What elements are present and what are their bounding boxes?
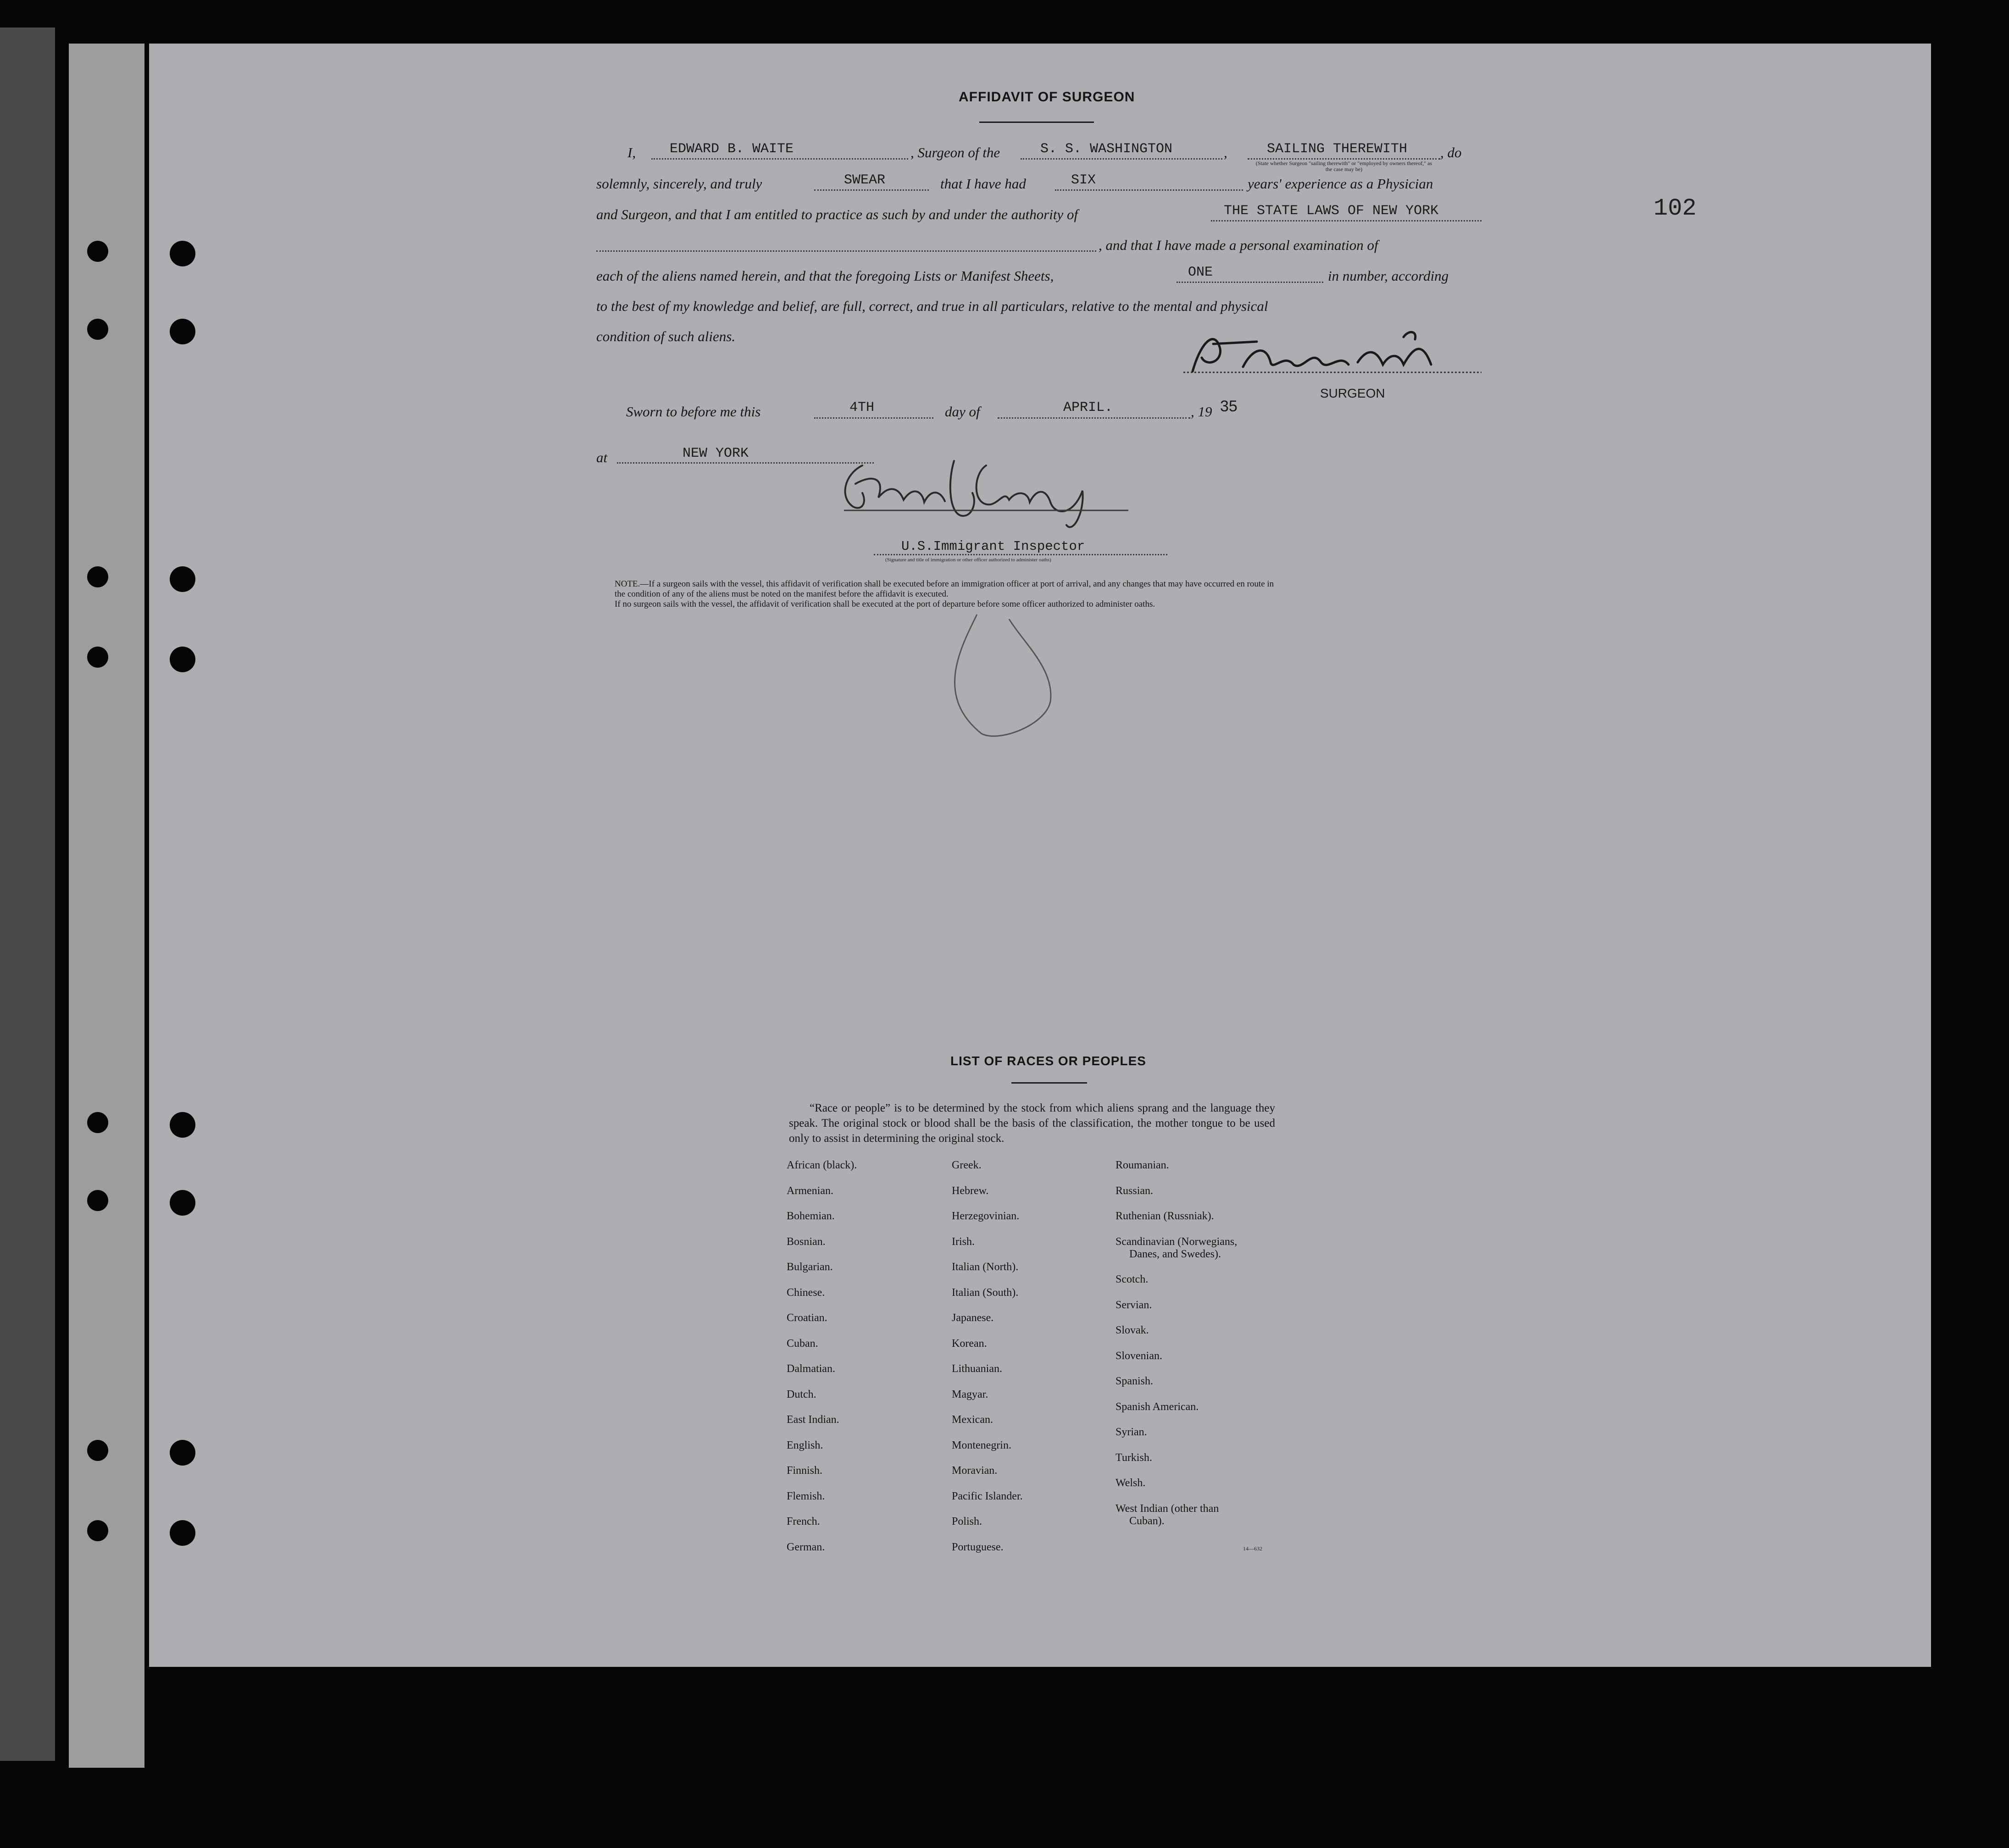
race-entry: Magyar. <box>952 1389 988 1400</box>
race-entry: Welsh. <box>1115 1477 1146 1489</box>
race-entry: Portuguese. <box>952 1541 1004 1553</box>
inspector-title: U.S.Immigrant Inspector <box>901 539 1085 554</box>
race-entry: English. <box>787 1439 823 1451</box>
punch-hole <box>170 241 195 266</box>
inspector-signature <box>835 447 1133 539</box>
line4-text: , and that I have made a personal examination of <box>1099 237 1378 253</box>
punch-hole <box>170 1112 195 1138</box>
line1-comma: , <box>1224 144 1227 160</box>
sheet-count-line <box>1177 282 1323 283</box>
race-entry: Bosnian. <box>787 1236 826 1248</box>
race-entry: West Indian (other than <box>1115 1503 1219 1515</box>
sworn-year-prefix: , 19 <box>1191 404 1212 420</box>
race-entry: Dutch. <box>787 1389 816 1400</box>
race-entry: East Indian. <box>787 1414 839 1426</box>
authority-line <box>1211 220 1482 221</box>
race-entry: Greek. <box>952 1159 982 1171</box>
race-entry: Armenian. <box>787 1185 833 1197</box>
surgeon-signature <box>1174 321 1486 385</box>
race-entry: Flemish. <box>787 1490 825 1502</box>
race-entry: Italian (North). <box>952 1261 1019 1273</box>
race-entry: Bohemian. <box>787 1210 835 1222</box>
oath-type: SWEAR <box>844 172 886 188</box>
race-entry: Mexican. <box>952 1414 993 1426</box>
punch-hole <box>87 1190 108 1211</box>
line6-text: to the best of my knowledge and belief, are full, correct, and true in all particulars, relative to the mental and physical <box>596 298 1268 314</box>
line1-prefix: I, <box>627 144 636 160</box>
title-rule <box>979 122 1094 123</box>
races-title: LIST OF RACES OR PEOPLES <box>950 1054 1146 1068</box>
status-line <box>1248 158 1440 160</box>
punch-hole <box>87 241 108 262</box>
punch-hole <box>170 1520 195 1546</box>
race-entry: Irish. <box>952 1236 975 1248</box>
sworn-month: APRIL. <box>1063 400 1113 415</box>
binding-edge-outer <box>0 28 55 1761</box>
punch-hole <box>87 319 108 340</box>
pencil-mark <box>927 614 1064 752</box>
inspector-line <box>874 554 1167 555</box>
punch-hole <box>170 319 195 344</box>
sworn-prefix: Sworn to before me this <box>626 404 761 420</box>
status-hint: (State whether Surgeon "sailing therewith" or "employed by owners thereof," as the case may be) <box>1255 160 1432 172</box>
punch-hole <box>170 566 195 592</box>
punch-hole <box>87 1520 108 1541</box>
race-entry: Servian. <box>1115 1299 1152 1311</box>
sheet-count: ONE <box>1188 265 1213 280</box>
race-entry: Hebrew. <box>952 1185 989 1197</box>
race-entry: Chinese. <box>787 1287 825 1299</box>
at-place: NEW YORK <box>683 446 749 461</box>
race-entry: Bulgarian. <box>787 1261 833 1273</box>
sworn-day-of: day of <box>945 404 980 420</box>
line1-surgeon-of: , Surgeon of the <box>910 144 1000 160</box>
race-entry: Croatian. <box>787 1312 827 1324</box>
race-entry: Cuban). <box>1129 1515 1165 1527</box>
sworn-year: 35 <box>1220 398 1238 415</box>
line7-text: condition of such aliens. <box>596 328 736 344</box>
race-entry: Danes, and Swedes). <box>1129 1248 1221 1260</box>
race-entry: Herzegovinian. <box>952 1210 1020 1222</box>
surgeon-name-line <box>651 158 908 160</box>
race-entry: Finnish. <box>787 1465 823 1477</box>
race-entry: French. <box>787 1516 820 1527</box>
note-line-2: the condition of any of the aliens must be noted on the manifest before the affidavit is executed. <box>615 589 949 599</box>
race-entry: Montenegrin. <box>952 1439 1011 1451</box>
race-entry: Polish. <box>952 1516 982 1527</box>
surgeon-status: SAILING THEREWITH <box>1267 141 1408 157</box>
at-prefix: at <box>596 449 608 465</box>
punch-hole <box>170 647 195 672</box>
note-line-3: If no surgeon sails with the vessel, the affidavit of verification shall be executed at the port of departure before some officer authorized to administer oaths. <box>615 599 1155 609</box>
page-number: 102 <box>1654 195 1697 222</box>
races-intro: “Race or people” is to be determined by the stock from which aliens sprang and the language they speak. The original stock or blood shall be the basis of the classification, the mother tongue to be used only to assist in determining the original stock. <box>789 1102 1275 1145</box>
punch-hole <box>87 647 108 668</box>
punch-hole <box>170 1440 195 1466</box>
race-entry: African (black). <box>787 1159 857 1171</box>
surgeon-name: EDWARD B. WAITE <box>670 141 794 157</box>
line5-in-number: in number, according <box>1328 268 1449 284</box>
document-page <box>149 44 1931 1667</box>
years-experience: SIX <box>1071 172 1096 188</box>
race-entry: Japanese. <box>952 1312 994 1324</box>
practice-authority: THE STATE LAWS OF NEW YORK <box>1224 203 1439 219</box>
race-entry: Cuban. <box>787 1338 818 1350</box>
binding-edge <box>69 44 144 1768</box>
line2-that-i-have-had: that I have had <box>940 176 1026 192</box>
race-entry: Spanish. <box>1115 1375 1154 1387</box>
oath-line <box>814 189 929 191</box>
race-entry: Slovak. <box>1115 1324 1149 1336</box>
sworn-month-line <box>998 417 1190 419</box>
race-entry: Roumanian. <box>1115 1159 1169 1171</box>
punch-hole <box>170 1190 195 1216</box>
line5-text: each of the aliens named herein, and that the foregoing Lists or Manifest Sheets, <box>596 268 1054 284</box>
race-entry: Korean. <box>952 1338 987 1350</box>
authority-line-cont <box>596 250 1096 252</box>
surgeon-label: SURGEON <box>1320 386 1385 400</box>
line2-solemnly: solemnly, sincerely, and truly <box>596 176 762 192</box>
race-entry: Pacific Islander. <box>952 1490 1023 1502</box>
race-entry: Dalmatian. <box>787 1363 835 1375</box>
note-line-1: NOTE.—If a surgeon sails with the vessel, this affidavit of verification shall be executed before an immigration officer at port of arrival, and any changes that may have occurred en route in <box>615 579 1274 589</box>
race-entry: Scotch. <box>1115 1273 1149 1285</box>
inspector-hint: (Signature and title of immigration or other officer authorized to administer oaths) <box>885 557 1051 563</box>
race-entry: Scandinavian (Norwegians, <box>1115 1236 1238 1248</box>
affidavit-title: AFFIDAVIT OF SURGEON <box>959 89 1135 105</box>
race-entry: Spanish American. <box>1115 1401 1199 1413</box>
race-entry: Turkish. <box>1115 1452 1152 1464</box>
sworn-day-line <box>814 417 933 419</box>
race-entry: Ruthenian (Russniak). <box>1115 1210 1214 1222</box>
race-entry: Russian. <box>1115 1185 1154 1197</box>
race-entry: German. <box>787 1541 825 1553</box>
punch-hole <box>87 566 108 587</box>
race-entry: Moravian. <box>952 1465 998 1477</box>
race-entry: Lithuanian. <box>952 1363 1002 1375</box>
line3-text: and Surgeon, and that I am entitled to practice as such by and under the authority of <box>596 206 1078 222</box>
years-line <box>1055 189 1243 191</box>
vessel-name: S. S. WASHINGTON <box>1040 141 1173 157</box>
race-entry: Italian (South). <box>952 1287 1019 1299</box>
form-code: 14—632 <box>1243 1545 1262 1552</box>
punch-hole <box>87 1440 108 1461</box>
line1-do: , do <box>1440 144 1462 160</box>
races-title-rule <box>1011 1082 1087 1084</box>
sworn-day: 4TH <box>849 400 875 415</box>
race-entry: Slovenian. <box>1115 1350 1162 1362</box>
vessel-line <box>1021 158 1222 160</box>
punch-hole <box>87 1112 108 1133</box>
line2-experience: years' experience as a Physician <box>1248 176 1433 192</box>
race-entry: Syrian. <box>1115 1426 1147 1438</box>
